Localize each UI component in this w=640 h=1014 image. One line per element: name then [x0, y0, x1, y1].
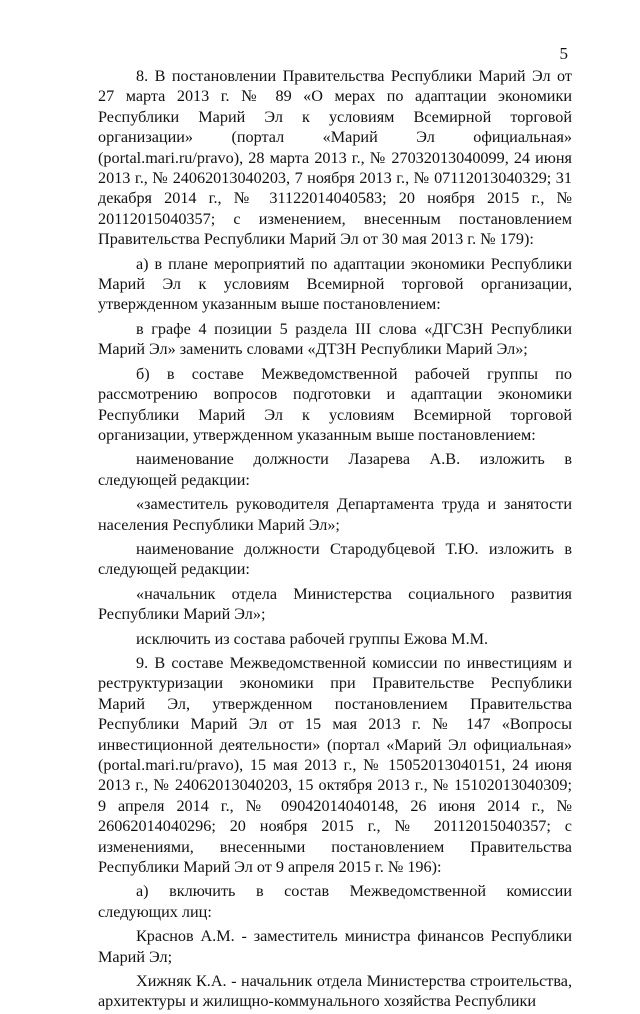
paragraph-position-lazarev: наименование должности Лазарева А.В. изложить в следующей редакции: — [98, 450, 572, 489]
paragraph-member-khizhnyak: Хижняк К.А. - начальник отдела Министерства строительства, архитектуры и жилищно-коммунального хозяйства Республики — [98, 972, 572, 1011]
paragraph-member-krasnov: Краснов А.М. - заместитель министра финансов Республики Марий Эл; — [98, 927, 572, 966]
paragraph-position-starodubtseva-text: «начальник отдела Министерства социального развития Республики Марий Эл»; — [98, 584, 572, 624]
paragraph-subitem-a-include: а) включить в состав Межведомственной комиссии следующих лиц: — [98, 882, 572, 921]
paragraph-subitem-a-plan: а) в плане мероприятий по адаптации экономики Республики Марий Эл к условиям Всемирной торговой организации, утвержденном указанным выше постановлением: — [98, 254, 572, 314]
paragraph-exclude-ezhov: исключить из состава рабочей группы Ежова М.М. — [136, 629, 489, 648]
page-number: 5 — [559, 44, 568, 63]
paragraph-position-starodubtseva: наименование должности Стародубцевой Т.Ю. изложить в следующей редакции: — [98, 539, 572, 579]
paragraph-item-9: 9. В составе Межведомственной комиссии по инвестициям и реструктуризации экономики при Правительстве Республики Марий Эл, утвержденном постановлением Правительства Республики Марий Эл от 15 мая 2013 г. № 147 «Вопросы инвестиционной деятельности» (портал «Марий Эл официальная» (portal.mari.ru/pravo), 15 мая 2013 г., № 15052013040151, 24 июня 2013 г., № 24062013040203, 15 октября 2013 г., № 15102013040309; 9 апреля 2014 г., № 09042014040148, 26 июня 2014 г., № 26062014040296; 20 ноября 2015 г., № 20112015040357; с изменениями, внесенными постановлением Правительства Республики Марий Эл от 9 апреля 2015 г. № 196): — [98, 653, 572, 877]
paragraph-item-8: 8. В постановлении Правительства Республики Марий Эл от 27 марта 2013 г. № 89 «О мерах по адаптации экономики Республики Марий Эл к условиям Всемирной торговой организации» (портал «Марий Эл официальная» (portal.mari.ru/pravo), 28 марта 2013 г., № 27032013040099, 24 июня 2013 г., № 24062013040203, 7 ноября 2013 г., № 07112013040329; 31 декабря 2014 г., № 31122014040583; 20 ноября 2015 г., № 20112015040357; с изменением, внесенным постановлением Правительства Республики Марий Эл от 30 мая 2013 г. № 179): — [98, 67, 572, 249]
document-body — [98, 66, 572, 1014]
paragraph-column-replacement: в графе 4 позиции 5 раздела III слова «ДГСЗН Республики Марий Эл» заменить словами «ДТЗН Республики Марий Эл»; — [98, 319, 572, 359]
paragraph-position-lazarev-text: «заместитель руководителя Департамента труда и занятости населения Республики Марий Эл»; — [98, 495, 572, 534]
paragraph-subitem-b-working-group: б) в составе Межведомственной рабочей группы по рассмотрению вопросов подготовки и адаптации экономики Республики Марий Эл к условиям Всемирной торговой организации, утвержденном указанным выше постановлением: — [98, 364, 572, 444]
